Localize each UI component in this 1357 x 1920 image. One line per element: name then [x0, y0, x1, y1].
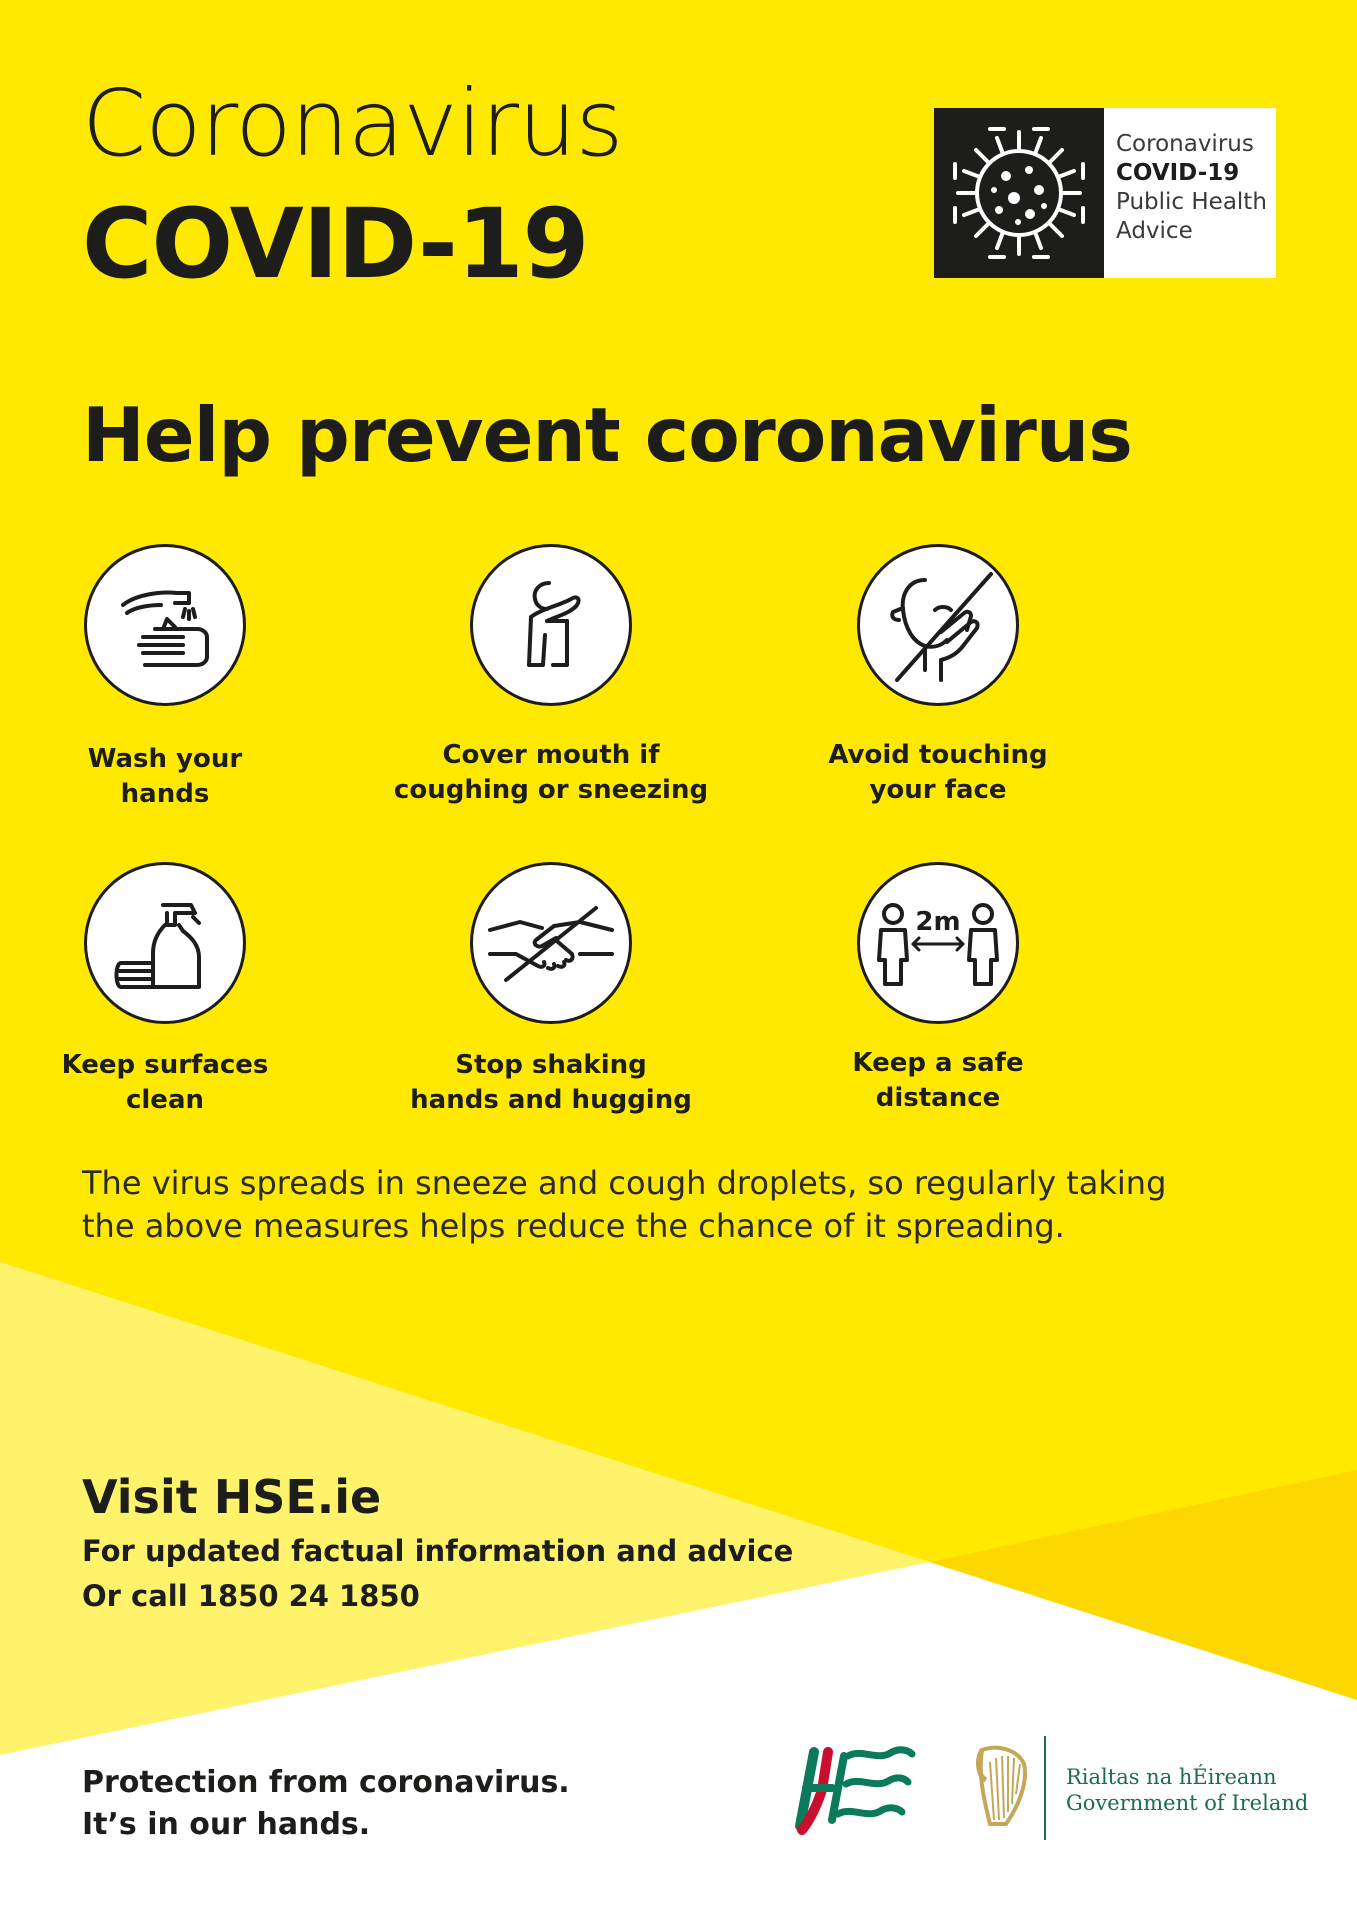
government-of-ireland-logo	[1066, 1764, 1308, 1816]
headline: Help prevent coronavirus	[82, 391, 1132, 479]
badge-line-4: Advice	[1116, 218, 1193, 244]
gov-irish-name: Rialtas na hÉireann	[1066, 1765, 1277, 1789]
badge-line-2: COVID-19	[1116, 160, 1240, 186]
gov-english-name: Government of Ireland	[1066, 1791, 1309, 1815]
tip-label-line-1: Keep a safe	[852, 1048, 1024, 1078]
distance-label: 2m	[915, 907, 961, 937]
tip-label-line-2: distance	[875, 1083, 1001, 1113]
cleaning-spray-icon	[84, 862, 246, 1024]
harp-icon	[968, 1740, 1034, 1832]
public-health-badge	[934, 108, 1276, 278]
phone-text: Or call 1850 24 1850	[82, 1579, 420, 1613]
logo-divider	[1044, 1736, 1046, 1840]
hse-logo	[792, 1738, 920, 1838]
tip-label-line-2: your face	[869, 775, 1007, 805]
tip-label-line-1: Wash your	[87, 744, 243, 774]
info-text: For updated factual information and advice	[82, 1534, 794, 1568]
body-text	[82, 1162, 1202, 1248]
tip-label-line-1: Stop shaking	[455, 1050, 647, 1080]
no-handshake-icon	[470, 862, 632, 1024]
tip-label	[5, 1048, 325, 1118]
tip-safe-distance	[778, 862, 1098, 1116]
hand-washing-icon	[84, 544, 246, 706]
tip-label-line-2: coughing or sneezing	[393, 775, 709, 805]
tip-label-line-1: Keep surfaces	[61, 1050, 269, 1080]
title-covid-19: COVID-19	[82, 188, 589, 300]
tip-label-line-2: hands	[120, 779, 210, 809]
no-face-touching-icon	[857, 544, 1019, 706]
tip-label-line-1: Avoid touching	[828, 740, 1048, 770]
virus-icon	[934, 108, 1104, 278]
tip-label	[778, 738, 1098, 808]
cough-into-elbow-icon	[470, 544, 632, 706]
footer-slogan	[82, 1762, 570, 1846]
footer-line-2: It’s in our hands.	[82, 1807, 371, 1842]
tip-label	[391, 738, 711, 808]
tip-label-line-2: hands and hugging	[410, 1085, 692, 1115]
badge-text	[1104, 108, 1276, 278]
tip-label-line-2: clean	[125, 1085, 204, 1115]
title-coronavirus: Coronavirus	[82, 70, 623, 177]
body-line-1: The virus spreads in sneeze and cough droplets, so regularly taking	[82, 1164, 1167, 1202]
badge-line-3: Public Health	[1116, 189, 1267, 215]
tip-wash-hands	[5, 544, 325, 812]
footer-line-1: Protection from coronavirus.	[82, 1765, 570, 1800]
visit-hse-link[interactable]: Visit HSE.ie	[82, 1470, 382, 1524]
tip-cover-mouth	[391, 544, 711, 808]
badge-line-1: Coronavirus	[1116, 131, 1254, 157]
tip-keep-clean	[5, 862, 325, 1118]
tip-label	[391, 1048, 711, 1118]
tip-avoid-face	[778, 544, 1098, 808]
tip-label	[778, 1046, 1098, 1116]
tip-stop-shaking-hands	[391, 862, 711, 1118]
social-distance-icon	[857, 862, 1019, 1024]
tip-label-line-1: Cover mouth if	[442, 740, 660, 770]
tip-label	[5, 742, 325, 812]
body-line-2: the above measures helps reduce the chance of it spreading.	[82, 1207, 1065, 1245]
